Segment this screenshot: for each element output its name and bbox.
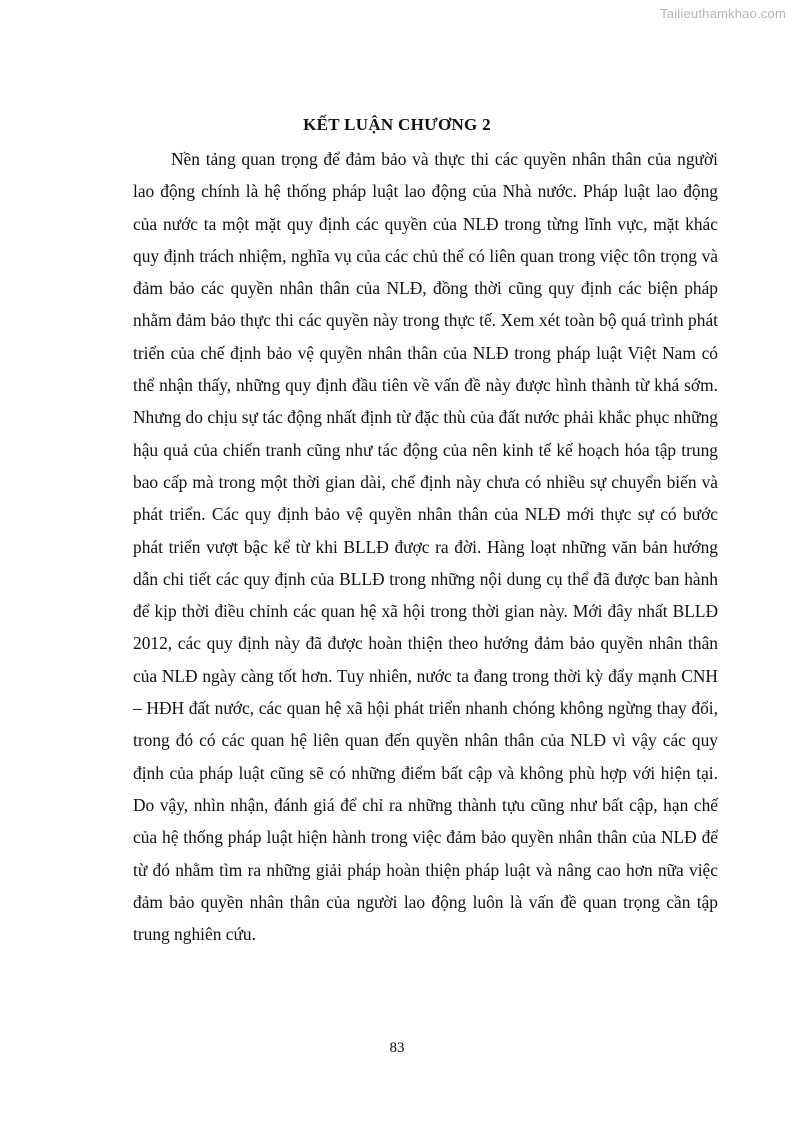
chapter-conclusion-title: KẾT LUẬN CHƯƠNG 2 <box>303 115 491 134</box>
watermark: Tailieuthamkhao.com <box>660 6 786 21</box>
page-number: 83 <box>389 1040 405 1056</box>
body-paragraph: Nền tảng quan trọng để đảm bảo và thực thi các quyền nhân thân của người lao động chính là hệ thống pháp luật lao động của Nhà nước. Pháp luật lao động của nước ta một mặt quy định các quyền của NLĐ trong từng lĩnh vực, mặt khác quy định trách nhiệm, nghĩa vụ của các chủ thể có liên quan trong việc tôn trọng và đảm bảo các quyền nhân thân của NLĐ, đồng thời cũng quy định các biện pháp nhằm đảm bảo thực thi các quyền này trong thực tế. Xem xét toàn bộ quá trình phát triển của chế định bảo vệ quyền nhân thân của NLĐ trong pháp luật Việt Nam có thể nhận thấy, những quy định đầu tiên về vấn đề này được hình thành từ khá sớm. Nhưng do chịu sự tác động nhất định từ đặc thù của đất nước phải khắc phục những hậu quả của chiến tranh cũng như tác động của nên kinh tế kế hoạch hóa tập trung bao cấp mà trong một thời gian dài, chế định này chưa có nhiều sự chuyển biến và phát triển. Các quy định bảo vệ quyền nhân thân của NLĐ mới thực sự có bước phát triển vượt bậc kể từ khi BLLĐ được ra đời. Hàng loạt những văn bản hướng dẫn chi tiết các quy định của BLLĐ trong những nội dung cụ thể đã được ban hành để kịp thời điều chỉnh các quan hệ xã hội trong thời gian này. Mới đây nhất BLLĐ 2012, các quy định này đã được hoàn thiện theo hướng đảm bảo quyền nhân thân của NLĐ ngày càng tốt hơn. Tuy nhiên, nước ta đang trong thời kỳ đẩy mạnh CNH – HĐH đất nước, các quan hệ xã hội phát triển nhanh chóng không ngừng thay đổi, trong đó có các quan hệ liên quan đến quyền nhân thân của NLĐ vì vậy các quy định của pháp luật cũng sẽ có những điểm bất cập và không phù hợp với hiện tại. Do vậy, nhìn nhận, đánh giá để chỉ ra những thành tựu cũng như bất cập, hạn chế của hệ thống pháp luật hiện hành trong việc đảm bảo quyền nhân thân của NLĐ để từ đó nhằm tìm ra những giải pháp hoàn thiện pháp luật và nâng cao hơn nữa việc đảm bảo quyền nhân thân của người lao động luôn là vấn đề quan trọng cần tập trung nghiên cứu. <box>133 149 718 945</box>
